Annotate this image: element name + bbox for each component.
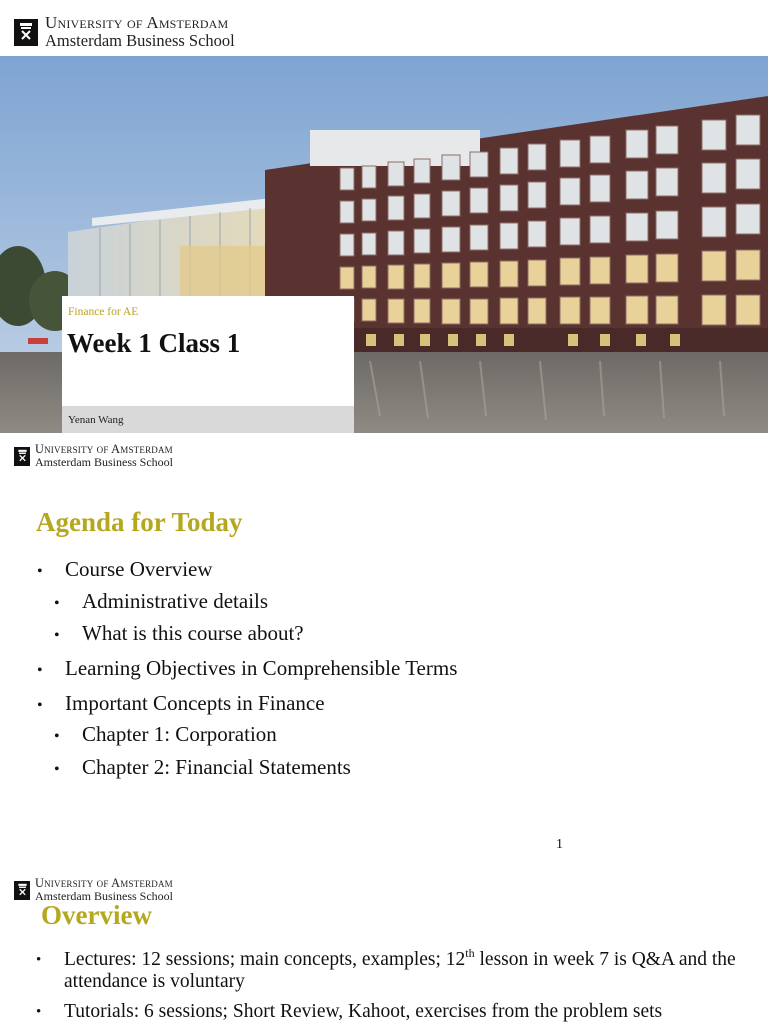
page-number: 1	[556, 837, 563, 852]
university-crest-icon	[14, 19, 38, 46]
agenda-subitem: • What is this course about?	[54, 621, 304, 645]
agenda-subitem: • Chapter 1: Corporation	[54, 722, 277, 746]
university-crest-icon	[14, 881, 30, 900]
author-name: Yenan Wang	[68, 414, 124, 426]
overview-item: • Lectures: 12 sessions; main concepts, examples; 12th lesson in week 7 is Q&A and the attendance is voluntary	[36, 946, 736, 992]
title-card	[62, 296, 354, 433]
agenda-subitem: • Administrative details	[54, 589, 269, 613]
university-name: University of Amsterdam	[45, 13, 229, 32]
agenda-item: • Course Overview	[37, 557, 213, 581]
agenda-item: • Learning Objectives in Comprehensible Terms	[37, 656, 458, 680]
agenda-item: • Important Concepts in Finance	[37, 691, 325, 715]
overview-heading: Overview	[41, 900, 152, 930]
overview-item: • Tutorials: 6 sessions; Short Review, Kahoot, exercises from the problem sets	[36, 1001, 663, 1022]
university-crest-icon	[14, 447, 30, 466]
title-slide-photo	[0, 56, 768, 433]
school-name: Amsterdam Business School	[35, 455, 173, 470]
slide-title: Week 1 Class 1	[67, 328, 241, 358]
university-name: University of Amsterdam	[35, 876, 173, 890]
university-name: University of Amsterdam	[35, 442, 173, 456]
agenda-subitem: • Chapter 2: Financial Statements	[54, 755, 351, 779]
author-band	[62, 406, 354, 433]
university-logo-small	[14, 443, 173, 469]
school-name: Amsterdam Business School	[45, 31, 235, 51]
school-name: Amsterdam Business School	[35, 889, 173, 904]
agenda-heading: Agenda for Today	[36, 507, 243, 537]
course-name: Finance for AE	[68, 306, 139, 318]
university-logo	[14, 14, 235, 50]
